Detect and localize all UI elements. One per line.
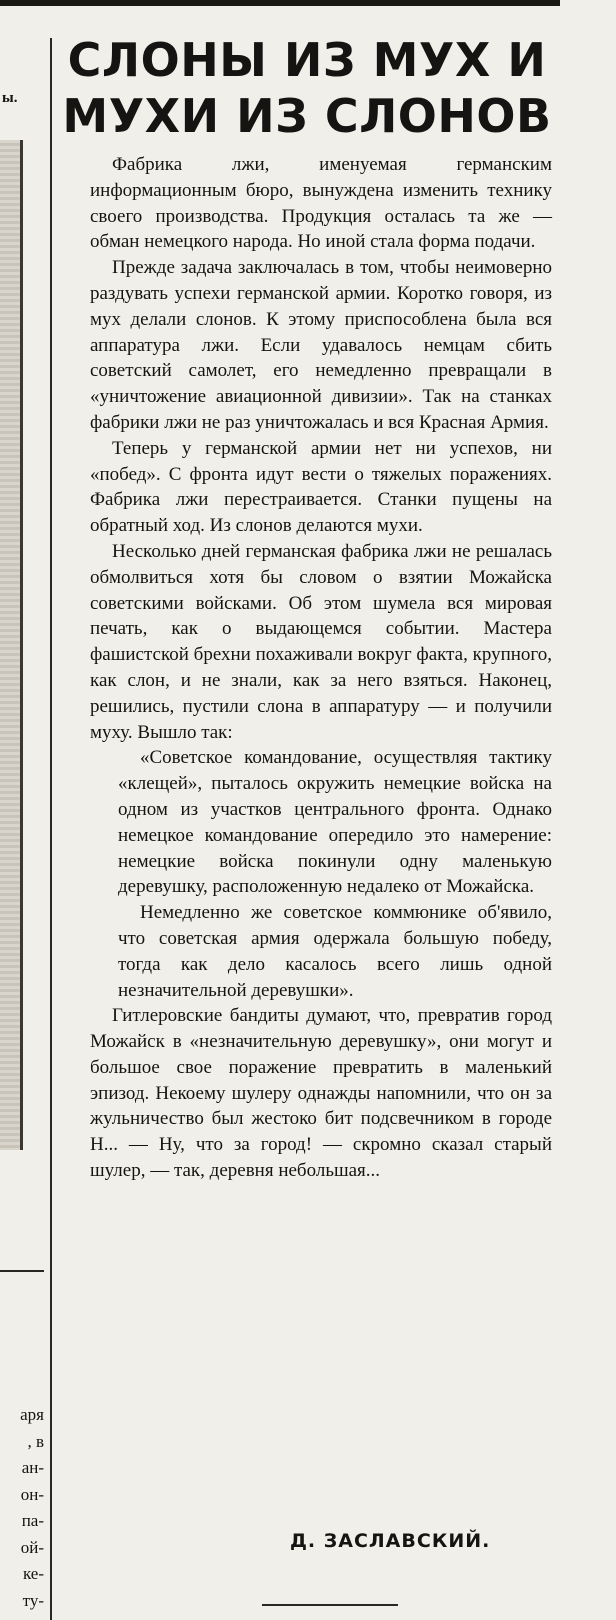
headline-line: МУХИ ИЗ СЛОНОВ [62, 89, 552, 143]
left-fragment-word: ту- [22, 1590, 44, 1610]
left-rule [0, 1270, 44, 1272]
article-body [90, 152, 552, 1184]
closing-paragraph: Гитлеровские бандиты думают, что, превратив город Можайск в «незначительную деревушку», они могут и большое свое поражение превратить в маленький эпизод. Некоему шулеру однажды напомнили, что он за жульничество был жестоко бит подсвечником в городе Н... — Ну, что за город! — скромно сказал старый шулер, — так, деревня небольшая... [90, 1005, 552, 1182]
quote-paragraph: Немедленно же советское коммюнике об'явило, что советская армия одержала большую победу, тогда как дело касалось всего лишь одной незначительной деревушки». [118, 902, 552, 1001]
left-column-fragment [0, 0, 46, 1620]
end-rule [262, 1604, 398, 1606]
article-header [60, 32, 554, 144]
headline-line: СЛОНЫ ИЗ МУХ И [67, 33, 547, 87]
paragraph: Фабрика лжи, именуемая германским информационным бюро, вынуждена изменить технику своего производства. Продукция осталась та же — обман немецкого народа. Но иной стала форма подачи. [90, 154, 552, 253]
left-fragment-word: ой- [20, 1537, 44, 1557]
left-fragment-word: ке- [22, 1564, 44, 1583]
left-fragment-word: ан- [21, 1458, 44, 1477]
paragraph: Несколько дней германская фабрика лжи не решалась обмолвиться хотя бы словом о взятии Можайска советскими войсками. Об этом шумела вся мировая печать, как о выдающемся событии. Мастера фашистской брехни похаживали вокруг факта, крупного, как слон, и не знали, как за него взяться. Наконец, решились, пустили слона в аппаратуру — и получили муху. Вышло так: [90, 540, 552, 743]
author-signature: Д. ЗАСЛАВСКИЙ. [290, 1530, 491, 1552]
top-rule [0, 0, 560, 6]
headline [60, 32, 554, 144]
left-fragment-word: , в [27, 1431, 44, 1451]
column-divider [50, 38, 52, 1620]
left-fragment-word: па- [21, 1511, 44, 1530]
left-photo-fragment [0, 140, 23, 1150]
quote-paragraph: «Советское командование, осуществляя тактику «клещей», пыталось окружить немецкие войска на одном из участков центрального фронта. Однако немецкое командование опередило это намерение: немецкие войска покинули одну маленькую деревушку, расположенную недалеко от Можайска. [118, 747, 552, 898]
quote-block [118, 745, 552, 1003]
left-fragment-word: аря [20, 1405, 44, 1424]
paragraph: Прежде задача заключалась в том, чтобы неимоверно раздувать успехи германской армии. Коротко говоря, из мух делали слонов. К этому приспособлена была вся аппаратура лжи. Если удавалось немцам сбить советский самолет, его немедленно превращали в «уничтожение авиационной дивизии». Так на станках фабрики лжи не раз уничтожалась и вся Красная Армия. [90, 257, 552, 433]
paragraph: Теперь у германской армии нет ни успехов, ни «побед». С фронта идут вести о тяжелых поражениях. Фабрика лжи перестраивается. Станки пущены на обратный ход. Из слонов делаются мухи. [90, 437, 552, 537]
left-bottom-fragments [0, 1402, 44, 1614]
left-fragment-word: он- [20, 1484, 44, 1504]
left-top-fragment: ы. [2, 90, 18, 106]
